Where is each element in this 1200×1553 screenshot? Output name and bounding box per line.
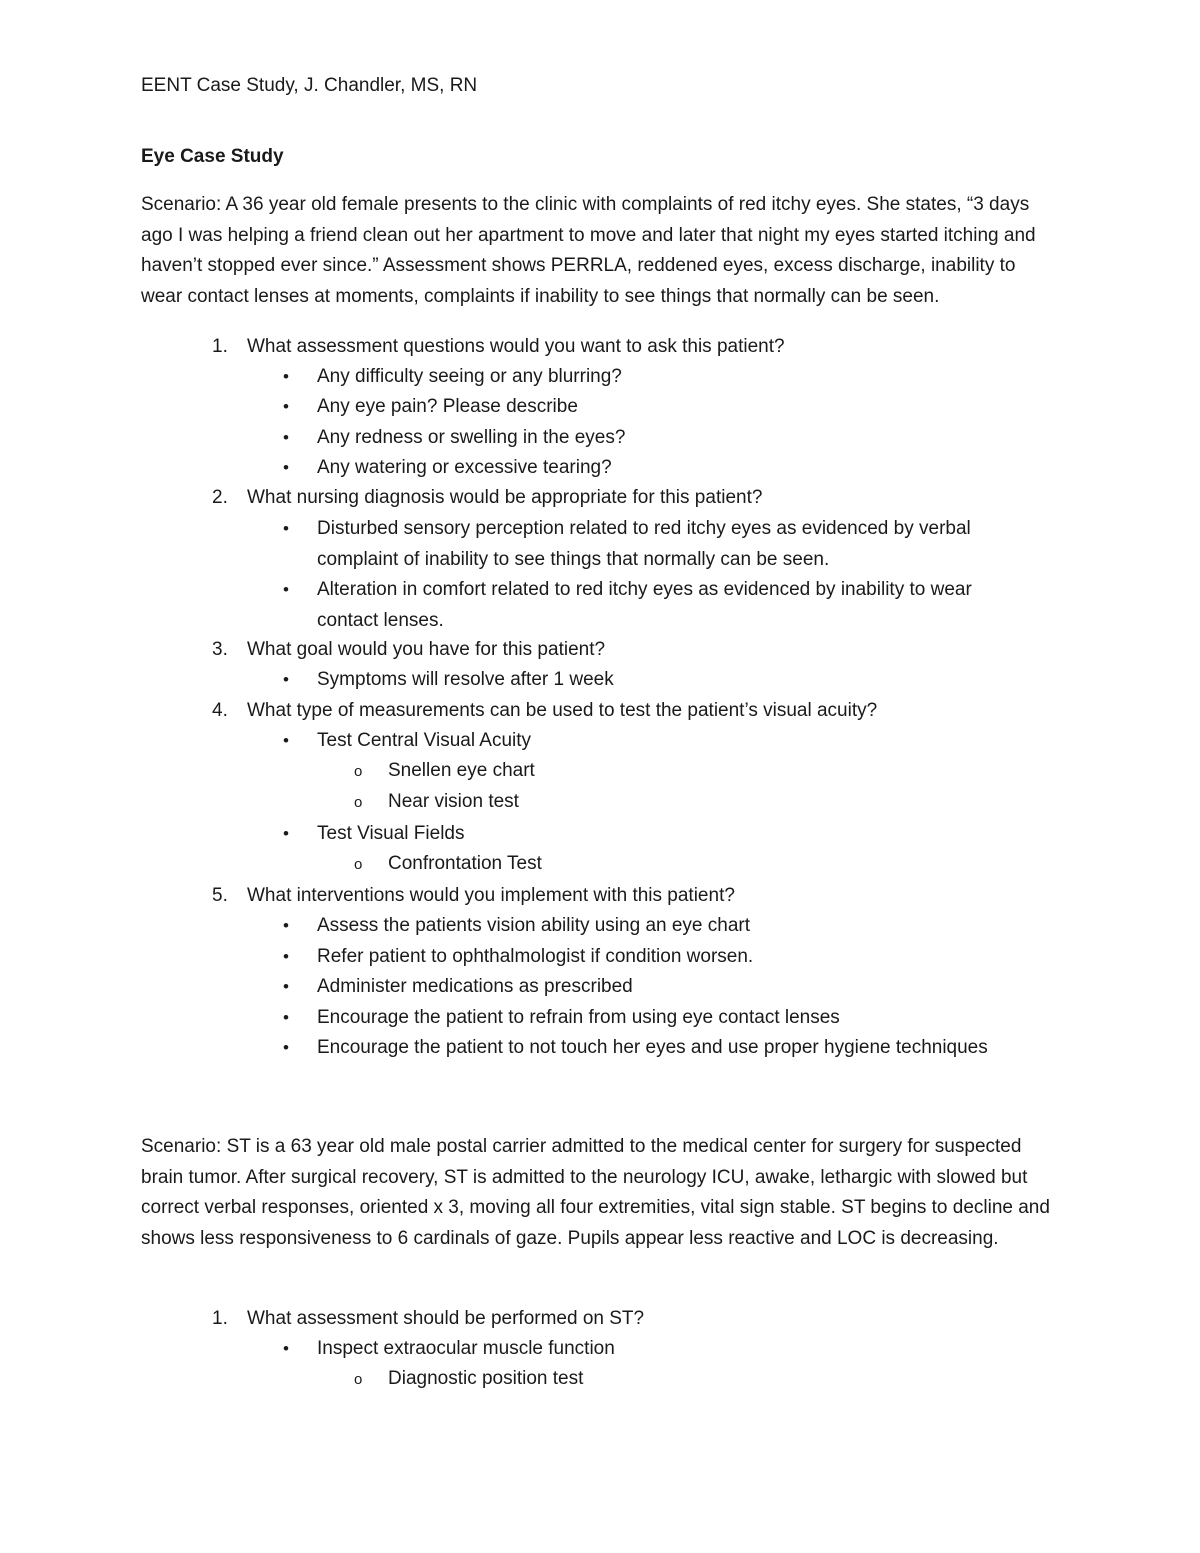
sub-list-item: Confrontation Test — [388, 853, 542, 874]
question-text: What assessment questions would you want to ask this patient? — [247, 336, 785, 357]
scenario-text: A 36 year old female presents to the clinic with complaints of red itchy eyes. She states, “3 days ago I was helping a friend clean out her apartment to move and later that night my eyes started itching and haven’t stopped ever since.” Assessment shows PERRLA, reddened eyes, excess discharge, inability to wear contact lenses at moments, complaints if inability to see things that normally can be seen. — [141, 194, 1036, 307]
bullet-icon: • — [283, 670, 289, 689]
list-item: Assess the patients vision ability using an eye chart — [317, 915, 751, 936]
bullet-icon: • — [283, 947, 289, 966]
bullet-icon: • — [283, 824, 289, 843]
bullet-icon: • — [283, 580, 289, 599]
sub-list-item: Snellen eye chart — [388, 760, 535, 781]
page-title: Eye Case Study — [141, 146, 284, 167]
question-number: 2. — [212, 487, 228, 508]
question-number: 4. — [212, 700, 228, 721]
list-item: Any redness or swelling in the eyes? — [317, 427, 626, 448]
list-item: Test Visual Fields — [317, 823, 465, 844]
bullet-icon: • — [283, 367, 289, 386]
question-number: 1. — [212, 336, 228, 357]
list-item: Any eye pain? Please describe — [317, 396, 578, 417]
scenario-paragraph-2 — [141, 1132, 1061, 1254]
bullet-icon: • — [283, 1339, 289, 1358]
question-text: What nursing diagnosis would be appropriate for this patient? — [247, 487, 763, 508]
sub-bullet-icon: o — [354, 763, 363, 780]
sub-bullet-icon: o — [354, 794, 363, 811]
list-item: Any difficulty seeing or any blurring? — [317, 366, 622, 387]
bullet-icon: • — [283, 731, 289, 750]
sub-list-item: Diagnostic position test — [388, 1368, 584, 1389]
question-text: What interventions would you implement with this patient? — [247, 885, 735, 906]
list-item: Test Central Visual Acuity — [317, 730, 532, 751]
list-item: Symptoms will resolve after 1 week — [317, 669, 614, 690]
bullet-icon: • — [283, 428, 289, 447]
sub-bullet-icon: o — [354, 856, 363, 873]
bullet-icon: • — [283, 458, 289, 477]
bullet-icon: • — [283, 519, 289, 538]
sub-bullet-icon: o — [354, 1371, 363, 1388]
question-number: 3. — [212, 639, 228, 660]
list-item: Alteration in comfort related to red itchy eyes as evidenced by inability to wear contact lenses. — [317, 579, 972, 631]
list-item: Any watering or excessive tearing? — [317, 457, 612, 478]
question-number: 1. — [212, 1308, 228, 1329]
question-text: What goal would you have for this patient? — [247, 639, 606, 660]
list-item: Encourage the patient to refrain from using eye contact lenses — [317, 1007, 840, 1028]
bullet-icon: • — [283, 1038, 289, 1057]
sub-list-item: Near vision test — [388, 791, 519, 812]
bullet-icon: • — [283, 977, 289, 996]
list-item: Encourage the patient to not touch her eyes and use proper hygiene techniques — [317, 1037, 988, 1058]
bullet-icon: • — [283, 1008, 289, 1027]
scenario-text: ST is a 63 year old male postal carrier admitted to the medical center for surgery for suspected brain tumor. After surgical recovery, ST is admitted to the neurology ICU, awake, lethargic with slowed but correct verbal responses, oriented x 3, moving all four extremities, vital sign stable. ST begins to decline and shows less responsiveness to 6 cardinals of gaze. Pupils appear less reactive and LOC is decreasing. — [141, 1136, 1050, 1249]
question-text: What type of measurements can be used to test the patient’s visual acuity? — [247, 700, 878, 721]
list-item: Administer medications as prescribed — [317, 976, 633, 997]
scenario-paragraph-1 — [141, 190, 1061, 312]
list-item: Inspect extraocular muscle function — [317, 1338, 615, 1359]
scenario-label: Scenario: — [141, 1136, 222, 1157]
scenario-label: Scenario: — [141, 194, 222, 215]
list-item: Refer patient to ophthalmologist if condition worsen. — [317, 946, 754, 967]
list-item: Disturbed sensory perception related to red itchy eyes as evidenced by verbal complaint of inability to see things that normally can be seen. — [317, 518, 971, 570]
document-header: EENT Case Study, J. Chandler, MS, RN — [141, 75, 478, 96]
bullet-icon: • — [283, 397, 289, 416]
question-number: 5. — [212, 885, 228, 906]
question-text: What assessment should be performed on ST? — [247, 1308, 645, 1329]
bullet-icon: • — [283, 916, 289, 935]
